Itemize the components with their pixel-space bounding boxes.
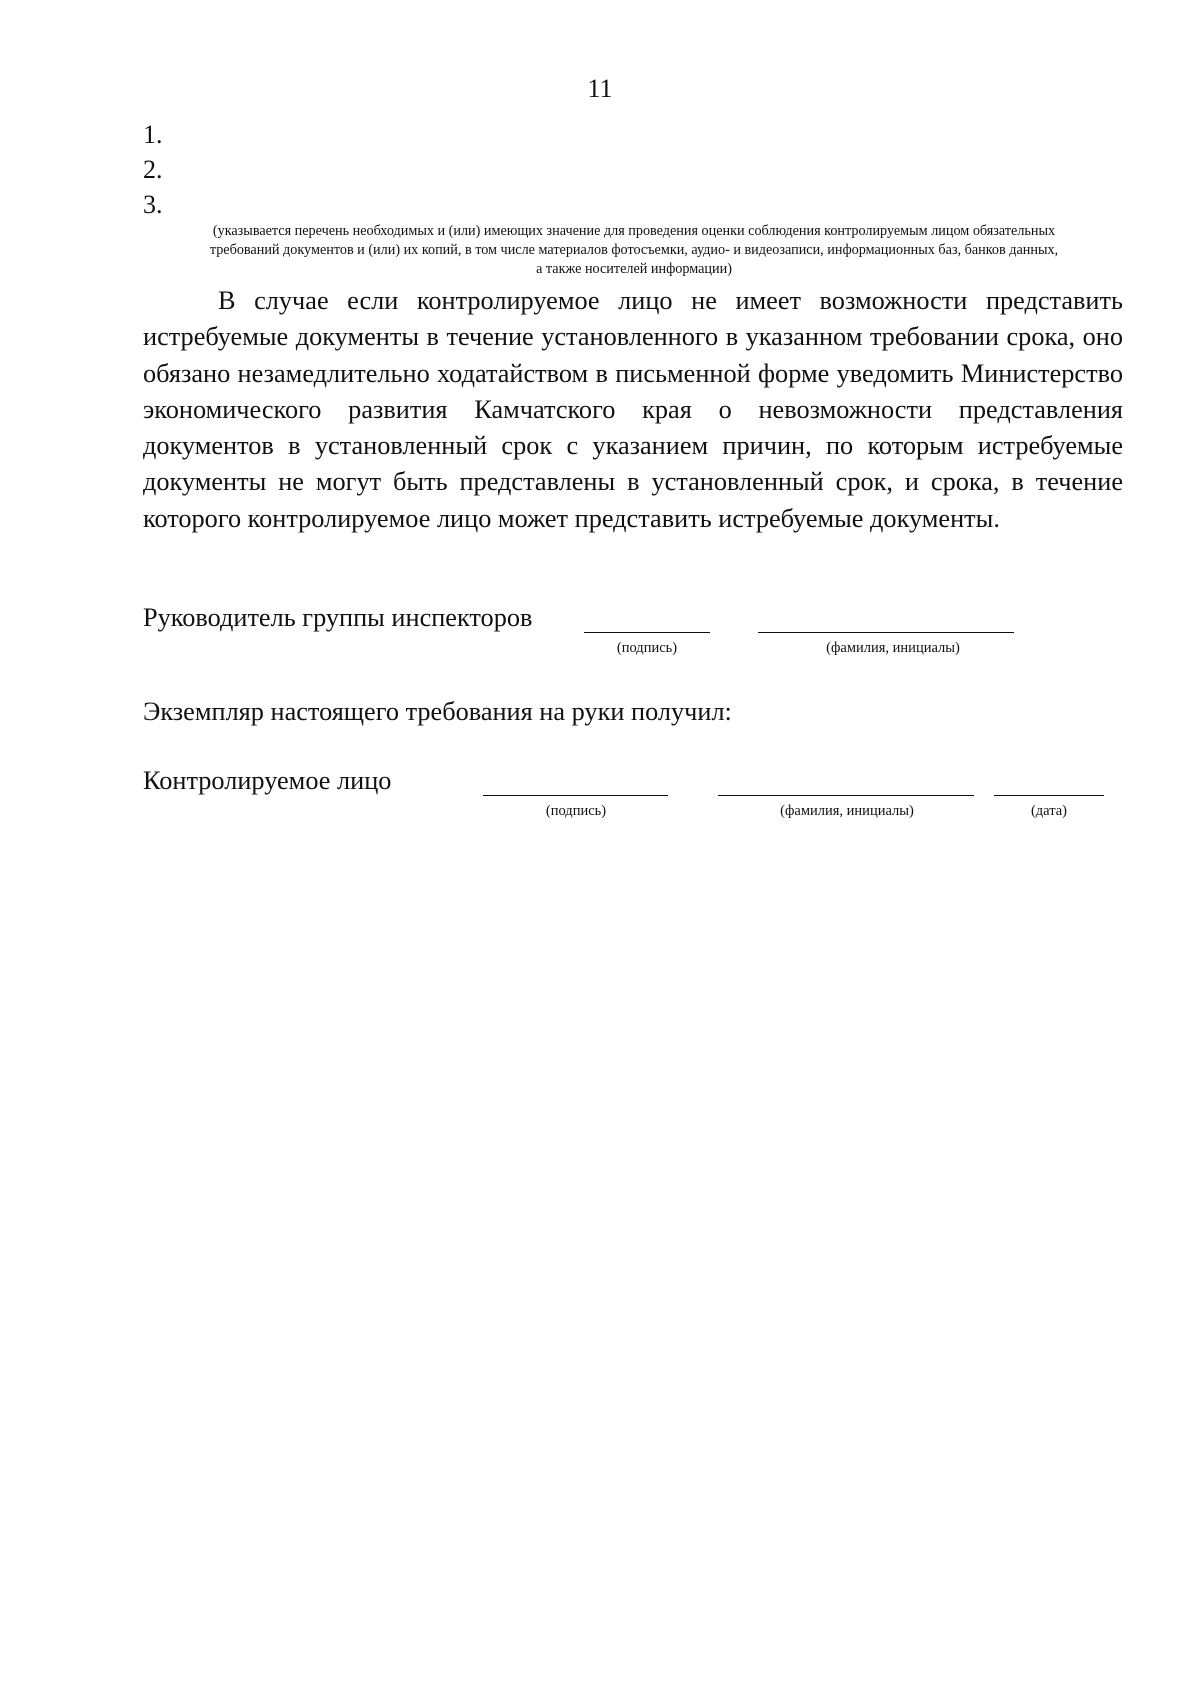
note-line: требований документов и (или) их копий, в том числе материалов фотосъемки, аудио- и видеозаписи, информационных баз, банков данных, xyxy=(209,242,1059,258)
controlled-name-line xyxy=(718,795,974,796)
note-line: а также носителей информации) xyxy=(536,261,732,277)
inspector-label: Руководитель группы инспекторов xyxy=(143,603,533,632)
note-line: (указывается перечень необходимых и (или) имеющих значение для проведения оценки соблюдения контролируемым лицом обязательных xyxy=(212,223,1056,239)
controlled-signature-line xyxy=(483,795,668,796)
controlled-signature-caption: (подпись) xyxy=(545,803,607,819)
inspector-signature-line xyxy=(584,632,710,633)
page-number: 11 xyxy=(587,74,613,103)
received-statement: Экземпляр настоящего требования на руки получил: xyxy=(143,697,732,726)
list-item: 2. xyxy=(143,155,163,184)
list-note xyxy=(143,222,1125,279)
controlled-date-line xyxy=(994,795,1104,796)
list-item: 3. xyxy=(143,190,163,219)
inspector-signature-caption: (подпись) xyxy=(616,640,678,656)
body-paragraph: В случае если контролируемое лицо не имеет возможности представить истребуемые документы в течение установленного в указанном требовании срока, оно обязано незамедлительно ходатайством в письменной форме уведомить Министерство экономического развития Камчатского края о невозможности представления документов в установленный срок с указанием причин, по которым истребуемые документы не могут быть представлены в установленный срок, и срока, в течение которого контролируемое лицо может представить истребуемые документы. xyxy=(143,286,1123,533)
list-item: 1. xyxy=(143,120,163,149)
controlled-date-caption: (дата) xyxy=(1030,803,1068,819)
document-list xyxy=(143,117,163,222)
controlled-name-caption: (фамилия, инициалы) xyxy=(780,803,914,819)
inspector-name-line xyxy=(758,632,1014,633)
inspector-name-caption: (фамилия, инициалы) xyxy=(826,640,960,656)
controlled-label: Контролируемое лицо xyxy=(143,766,392,795)
